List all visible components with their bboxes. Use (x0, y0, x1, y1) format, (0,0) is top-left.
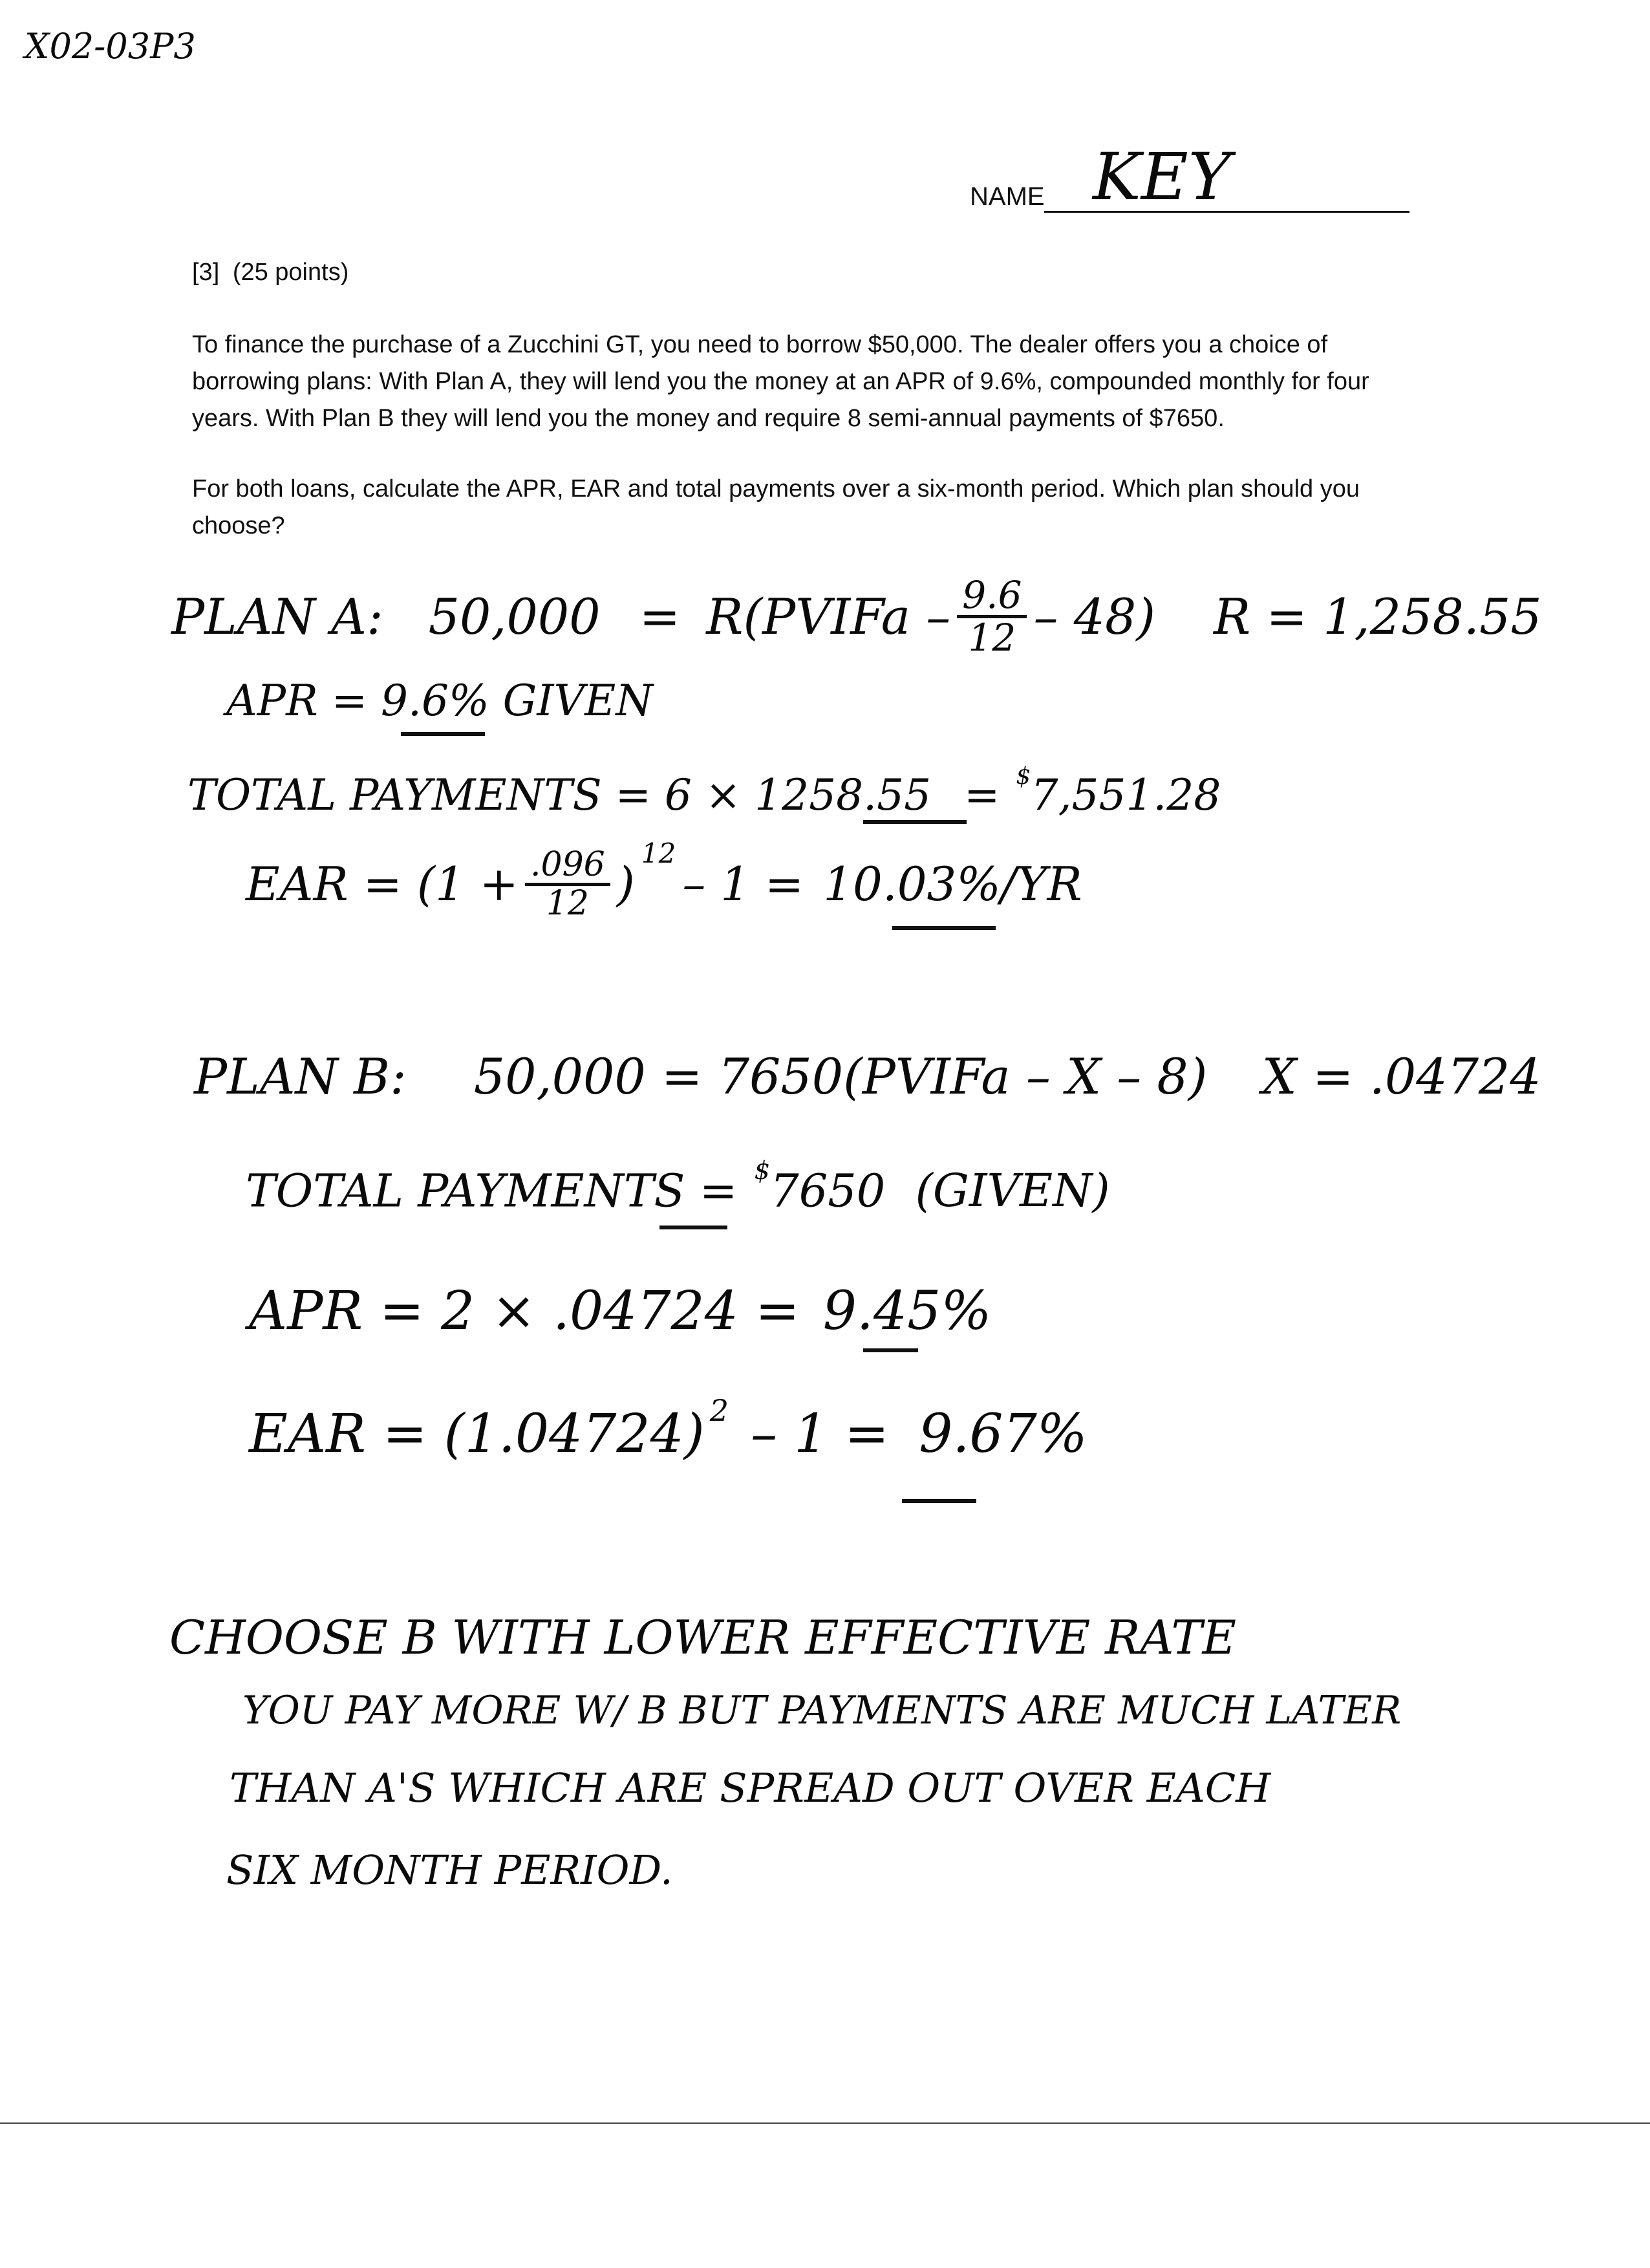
plan-a-rate-fraction (957, 573, 1027, 660)
plan-b-label: PLAN B: (194, 1048, 407, 1105)
plan-b-total-value: 7650 (770, 1164, 886, 1218)
plan-b-apr-value: 9.45% (822, 1280, 992, 1342)
plan-a-label: PLAN A: (171, 587, 383, 645)
plan-b-ear-tail: – 1 = (751, 1403, 890, 1465)
plan-a-ear (246, 837, 1082, 923)
plan-a-ear-tail: – 1 = (682, 857, 804, 912)
plan-a-rhs-pre: R(PVIFa – (706, 587, 951, 645)
plan-a-rhs-post: – 48) (1033, 587, 1155, 645)
plan-a-equation (171, 573, 1542, 660)
plan-a-total-label: TOTAL PAYMENTS = 6 × 1258.55 (188, 770, 932, 820)
plan-b-apr (249, 1280, 991, 1342)
plan-b-total (246, 1156, 1110, 1217)
plan-b-total-note: (GIVEN) (915, 1164, 1110, 1218)
plan-a-r-value: R = 1,258.55 (1214, 587, 1542, 645)
plan-a-ear-exponent: 12 (641, 837, 676, 869)
plan-a-ear-lhs: EAR = (1 + (246, 857, 519, 912)
plan-b-ear-value: 9.67% (919, 1403, 1088, 1465)
plan-a-total-underline (863, 820, 967, 824)
name-value: KEY (1093, 139, 1231, 215)
plan-b-apr-underline (863, 1348, 918, 1352)
plan-a-ear-value: 10.03%/YR (823, 857, 1082, 912)
plan-a-ear-numerator: .096 (525, 847, 610, 886)
plan-a-apr: APR = 9.6% GIVEN (226, 676, 654, 726)
plan-a-total-dollar: $ (1016, 762, 1031, 790)
problem-paragraph-1-line-1: To finance the purchase of a Zucchini GT, you need to borrow $50,000. The dealer offers you a choice of (192, 331, 1328, 358)
plan-a-rate-denominator: 12 (968, 615, 1016, 660)
plan-a-ear-underline (892, 926, 996, 930)
plan-a-ear-close: ) (616, 857, 635, 912)
problem-number-label: [3] (192, 259, 220, 286)
problem-paragraph-1-line-3: years. With Plan B they will lend you the money and require 8 semi-annual payments of $7650. (192, 405, 1225, 432)
page-bottom-rule (0, 2122, 1650, 2124)
plan-a-total-value: 7,551.28 (1031, 770, 1221, 820)
plan-a-lhs: 50,000 (428, 587, 601, 645)
plan-a-ear-denominator: 12 (546, 883, 589, 923)
plan-a-equals: = (639, 587, 681, 645)
plan-a-total (188, 762, 1221, 820)
plan-b-total-underline (659, 1226, 727, 1229)
plan-b-apr-label: APR = 2 × .04724 = (249, 1280, 800, 1342)
conclusion-line-1: CHOOSE B WITH LOWER EFFECTIVE RATE (169, 1610, 1237, 1665)
conclusion-line-3: THAN A'S WHICH ARE SPREAD OUT OVER EACH (230, 1764, 1271, 1811)
plan-a-total-equals: = (964, 770, 1000, 820)
problem-paragraph-1-line-2: borrowing plans: With Plan A, they will lend you the money at an APR of 9.6%, compounded monthly for four (192, 368, 1369, 395)
problem-points: (25 points) (232, 259, 349, 286)
plan-b-ear (249, 1392, 1088, 1465)
plan-b-total-dollar: $ (754, 1156, 771, 1185)
plan-a-apr-underline (401, 732, 485, 736)
plan-b-equation (194, 1048, 1541, 1105)
plan-b-total-label: TOTAL PAYMENTS = (246, 1164, 738, 1218)
problem-paragraph-2-line-2: choose? (192, 512, 285, 539)
problem-number (192, 259, 348, 286)
problem-paragraph-1 (192, 327, 1485, 437)
plan-b-x-value: X = .04724 (1261, 1048, 1541, 1105)
conclusion-line-2: YOU PAY MORE W/ B BUT PAYMENTS ARE MUCH LATER (242, 1688, 1402, 1733)
plan-b-ear-lhs: EAR = (1.04724) (249, 1403, 705, 1465)
name-label: NAME (970, 182, 1045, 211)
problem-paragraph-2 (192, 471, 1485, 545)
problem-paragraph-2-line-1: For both loans, calculate the APR, EAR and total payments over a six-month period. Which plan should you (192, 475, 1360, 502)
document-code: X02-03P3 (25, 26, 196, 67)
plan-b-ear-underline (902, 1499, 976, 1503)
plan-b-eq: 50,000 = 7650(PVIFa – X – 8) (473, 1048, 1208, 1105)
plan-b-ear-exponent: 2 (709, 1392, 729, 1428)
conclusion-line-4: SIX MONTH PERIOD. (226, 1846, 673, 1894)
plan-a-ear-fraction (525, 847, 610, 921)
plan-a-rate-numerator: 9.6 (957, 576, 1027, 618)
